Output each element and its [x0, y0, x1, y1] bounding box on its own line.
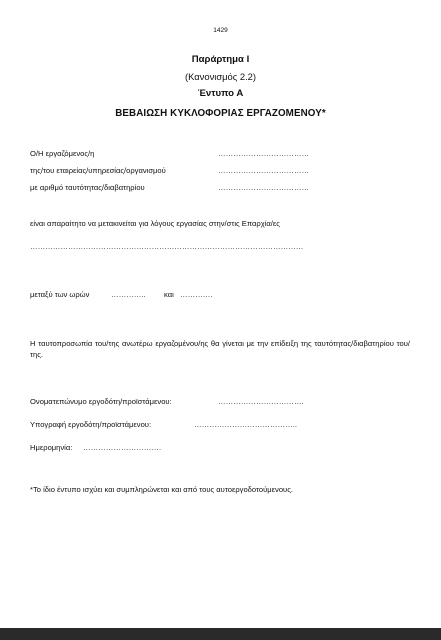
bottom-edge-bar — [0, 628, 441, 640]
district-field[interactable]: ……………………………………………………………………………………………… — [30, 242, 304, 251]
hours-from-field[interactable]: ………….. — [111, 290, 146, 299]
employee-id-field[interactable]: ……………………………… — [218, 183, 310, 192]
hours-to-field[interactable]: …………. — [180, 290, 213, 299]
certificate-title: ΒΕΒΑΙΩΣΗ ΚΥΚΛΟΦΟΡΙΑΣ ΕΡΓΑΖΟΜΕΝΟΥ* — [115, 108, 326, 119]
identity-paragraph: Η ταυτοπροσωπία του/της ανωτέρω εργαζομένου/ης θα γίνεται με την επίδειξη της ταυτότητας/διαβατηρίου του/της. — [30, 339, 410, 359]
employee-id-label: με αριθμό ταυτότητας/διαβατηρίου — [30, 183, 145, 192]
page-number: 1429 — [213, 27, 228, 34]
employee-company-label: της/του εταιρείας/υπηρεσίας/οργανισμού — [30, 166, 166, 175]
form-title: Έντυπο Α — [197, 88, 244, 99]
hours-label: μεταξύ των ωρών — [30, 290, 90, 299]
employer-signature-label: Υπογραφή εργοδότη/προϊστάμενου: — [30, 420, 152, 429]
hours-and-text: και — [164, 290, 174, 299]
footnote: *Το ίδιο έντυπο ισχύει και συμπληρώνεται και από τους αυτοεργοδοτούμενους. — [30, 485, 293, 494]
employee-name-field[interactable]: ……………………………… — [218, 149, 310, 158]
annex-title: Παράρτημα Ι — [191, 54, 250, 65]
employer-name-label: Ονοματεπώνυμο εργοδότη/προϊστάμενου: — [30, 397, 172, 406]
movement-text: είναι απαραίτητο να μετακινείται για λόγους εργασίας στην/στις Επαρχία/ες — [30, 219, 280, 228]
employee-name-label: Ο/Η εργαζόμενος/η — [30, 149, 95, 158]
date-label: Ημερομηνία: — [30, 443, 73, 452]
employer-name-field[interactable]: ……………………………. — [218, 397, 304, 406]
employee-company-field[interactable]: ……………………………… — [218, 166, 310, 175]
date-field[interactable]: …………………………. — [83, 443, 162, 452]
employer-signature-field[interactable]: ………………………………….. — [194, 420, 297, 429]
regulation-reference: (Κανονισμός 2.2) — [184, 71, 257, 82]
